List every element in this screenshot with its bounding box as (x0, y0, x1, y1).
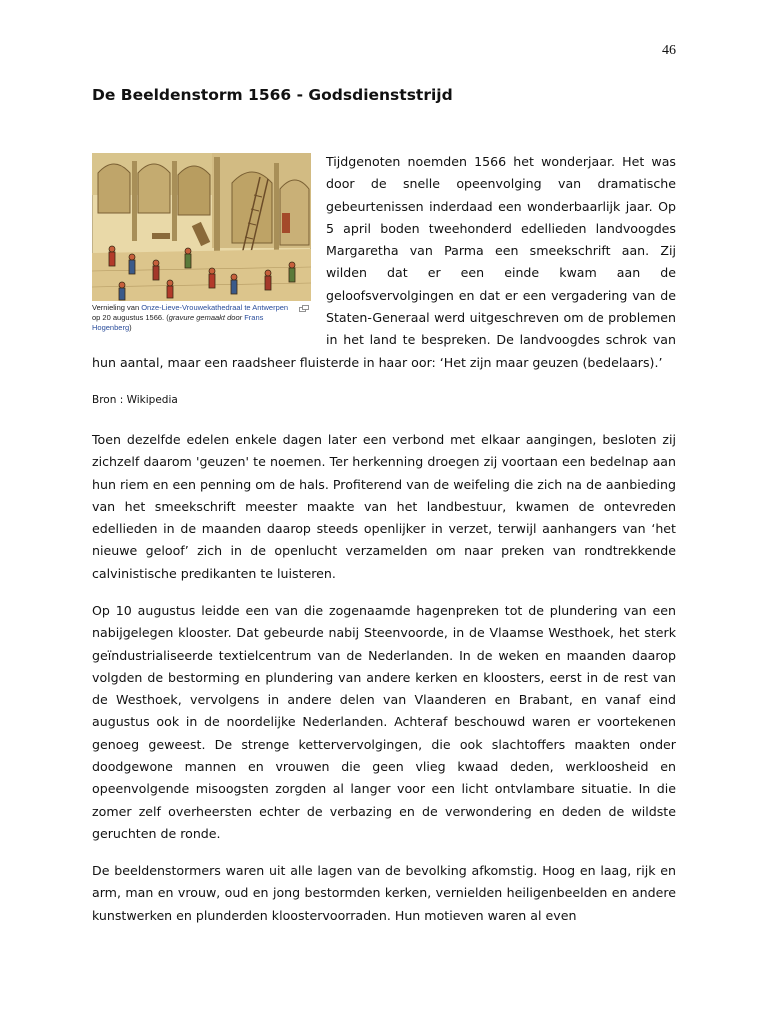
engraving-image (92, 153, 311, 301)
caption-link-hogenberg[interactable]: Frans Hogenberg (92, 313, 264, 332)
page-title: De Beeldenstorm 1566 - Godsdienststrijd (92, 86, 453, 104)
intro-text: Tijdgenoten noemden 1566 het wonderjaar. Het was door de snelle opeenvolging van dramatische gebeurtenissen inderdaad een wonderbaarlijk jaar. Op 5 april boden tweehonderd edellieden landvoogdes Margaretha van Parma een smeekschrift aan. Zij wilden dat er een einde kwam aan de geloofsvervolgingen en dat er een vergadering van de Staten-Generaal werd uitgeschreven om de problemen in het land te bespreken. De landvoogdes schrok van hun aantal, maar een raadsheer fluisterde in haar oor: ‘Het zijn maar geuzen (bedelaars).’ (92, 154, 676, 370)
paragraph-4: De beeldenstormers waren uit alle lagen van de bevolking afkomstig. Hoog en laag, rijk en arm, man en vrouw, oud en jong bestormden kerken, vernielden heiligenbeelden en andere kunstwerken en plunderden kloostervoorraden. Hun motieven waren al even (92, 863, 676, 923)
source-line: Bron : Wikipedia (92, 394, 178, 406)
paragraph-3: Op 10 augustus leidde een van die zogenaamde hagenpreken tot de plundering van een nabijgelegen klooster. Dat gebeurde nabij Steenvoorde, in de Vlaamse Westhoek, het sterk geïndustrialiseerde textielcentrum van de Nederlanden. In de weken en maanden daarop volgden de bestorming en plundering van andere kerken en kloosters, eerst in de rest van de Westhoek, vervolgens in andere delen van Vlaanderen en Brabant, en vanaf eind augustus ook in de noordelijke Nederlanden. Achteraf beschouwd waren er voortekenen genoeg geweest. De strenge kettervervolgingen, die ook slachtoffers maakten onder doodgewone mannen en vrouwen die geen vlieg kwaad deden, werkloosheid en opeenvolgende misoogsten zorgden al langer voor een licht ontvlambare situatie. In die zomer zelf overheersten echter de verbazing en de verwondering en deden de wildste geruchten de ronde. (92, 603, 676, 841)
caption-link-cathedral[interactable]: Onze-Lieve-Vrouwekathedraal te Antwerpen (141, 303, 289, 312)
caption-close: ) (129, 323, 132, 332)
caption-text: Vernieling van (92, 303, 142, 312)
intro-paragraph (92, 151, 676, 374)
caption-date: op 20 augustus 1566. ( (92, 313, 169, 322)
paragraph-2: Toen dezelfde edelen enkele dagen later een verbond met elkaar aangingen, besloten zij zichzelf daarom 'geuzen' te noemen. Ter herkenning droegen zij voortaan een bedelnap aan hun riem en een penning om de hals. Profiterend van de weifeling die zich na de aanbieding van het smeekschrift meester maakte van het landbestuur, kwamen de ontevreden edellieden in de maanden daarop steeds openlijker in verzet, terwijl aanhangers van ‘het nieuwe geloof’ zich in de openlucht verzamelden om naar preken van rondtrekkende calvinistische predikanten te luisteren. (92, 432, 676, 581)
page-number: 46 (662, 43, 676, 58)
enlarge-icon[interactable] (299, 305, 309, 312)
caption-italic: gravure gemaakt door (168, 313, 245, 322)
figure (92, 153, 312, 333)
figure-caption (92, 301, 311, 333)
